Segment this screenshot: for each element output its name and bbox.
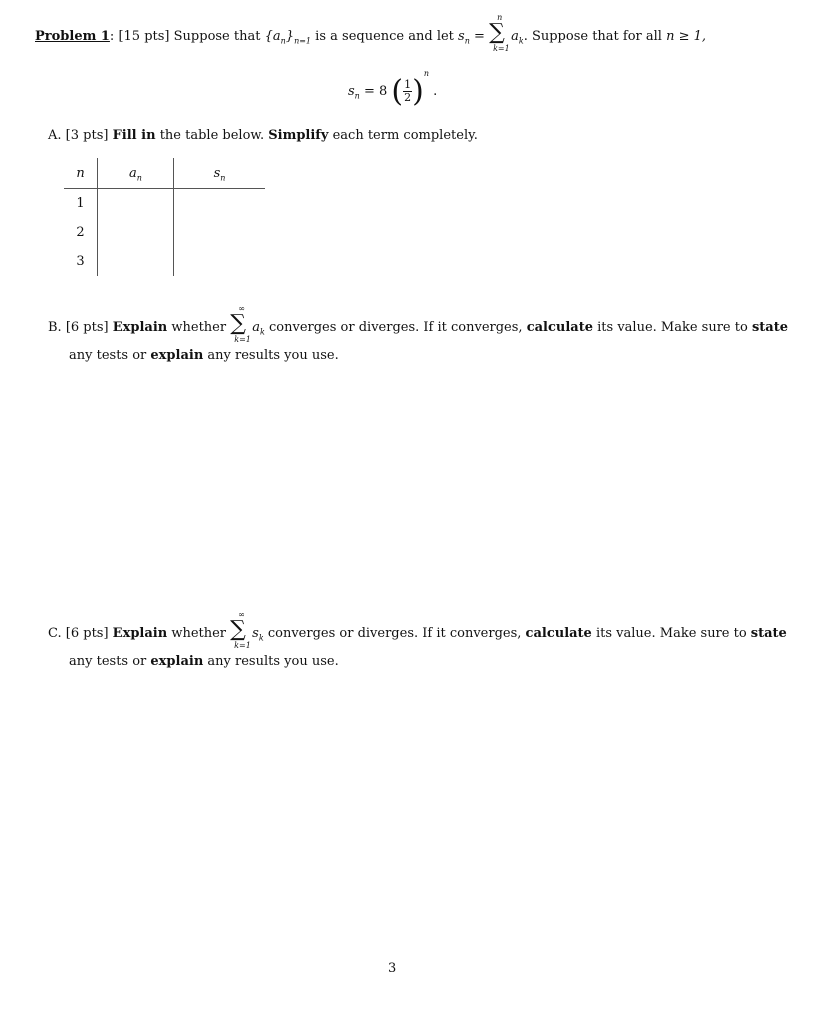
part-c-instructions-line2: any tests or explain any results you use.	[69, 654, 339, 669]
part-b-answer-area[interactable]	[48, 375, 768, 595]
table-row: 1	[64, 189, 265, 219]
part-a-instructions: A. [3 pts] Fill in the table below. Simplify each term completely.	[48, 128, 478, 143]
sum-operator: ∑ ∞ k=1	[230, 304, 251, 344]
fraction: $\frac{1}{2}$	[404, 78, 412, 104]
table-header-an: $a_n$	[98, 158, 174, 189]
table-row: 3	[64, 247, 265, 276]
answer-cell-s2[interactable]	[174, 218, 266, 247]
part-c-answer-area[interactable]	[48, 680, 768, 940]
problem-heading: Problem 1	[35, 29, 110, 44]
part-c-instructions: C. [6 pts] Explain whether ∑ ∞ k=1 $s_k$ converges or diverges. If it converges, calculate its value. Make sure to state	[48, 610, 787, 650]
table-header-sn: $s_n$	[174, 158, 266, 189]
answer-cell-s3[interactable]	[174, 247, 266, 276]
answer-table	[64, 158, 265, 276]
answer-cell-a3[interactable]	[98, 247, 174, 276]
partial-sum-definition: $s_n$	[458, 29, 470, 46]
answer-cell-a1[interactable]	[98, 189, 174, 219]
part-b-instructions: B. [6 pts] Explain whether ∑ ∞ k=1 $a_k$ converges or diverges. If it converges, calculate its value. Make sure to state	[48, 304, 788, 344]
page-number: 3	[388, 961, 397, 976]
answer-cell-a2[interactable]	[98, 218, 174, 247]
table-row: 2	[64, 218, 265, 247]
sum-operator: ∑ ∞ k=1	[230, 610, 251, 650]
sum-operator: ∑ n k=1	[489, 13, 510, 53]
problem-statement: Problem 1: [15 pts] Suppose that $\{a_n\}_{n=1}$ is a sequence and let $s_n$ = ∑ n k=1 $a_k$. Suppose that for all n ≥ 1,	[35, 13, 707, 53]
problem-points: [15 pts]	[118, 29, 170, 44]
sequence-notation: $\{a_n\}_{n=1}$	[264, 29, 312, 46]
answer-cell-s1[interactable]	[174, 189, 266, 219]
table-header-n: n	[64, 158, 98, 189]
part-b-instructions-line2: any tests or explain any results you use.	[69, 348, 339, 363]
display-formula: $s_n = 8$ ( $\frac{1}{2}$ )$^n$ .	[348, 68, 438, 109]
